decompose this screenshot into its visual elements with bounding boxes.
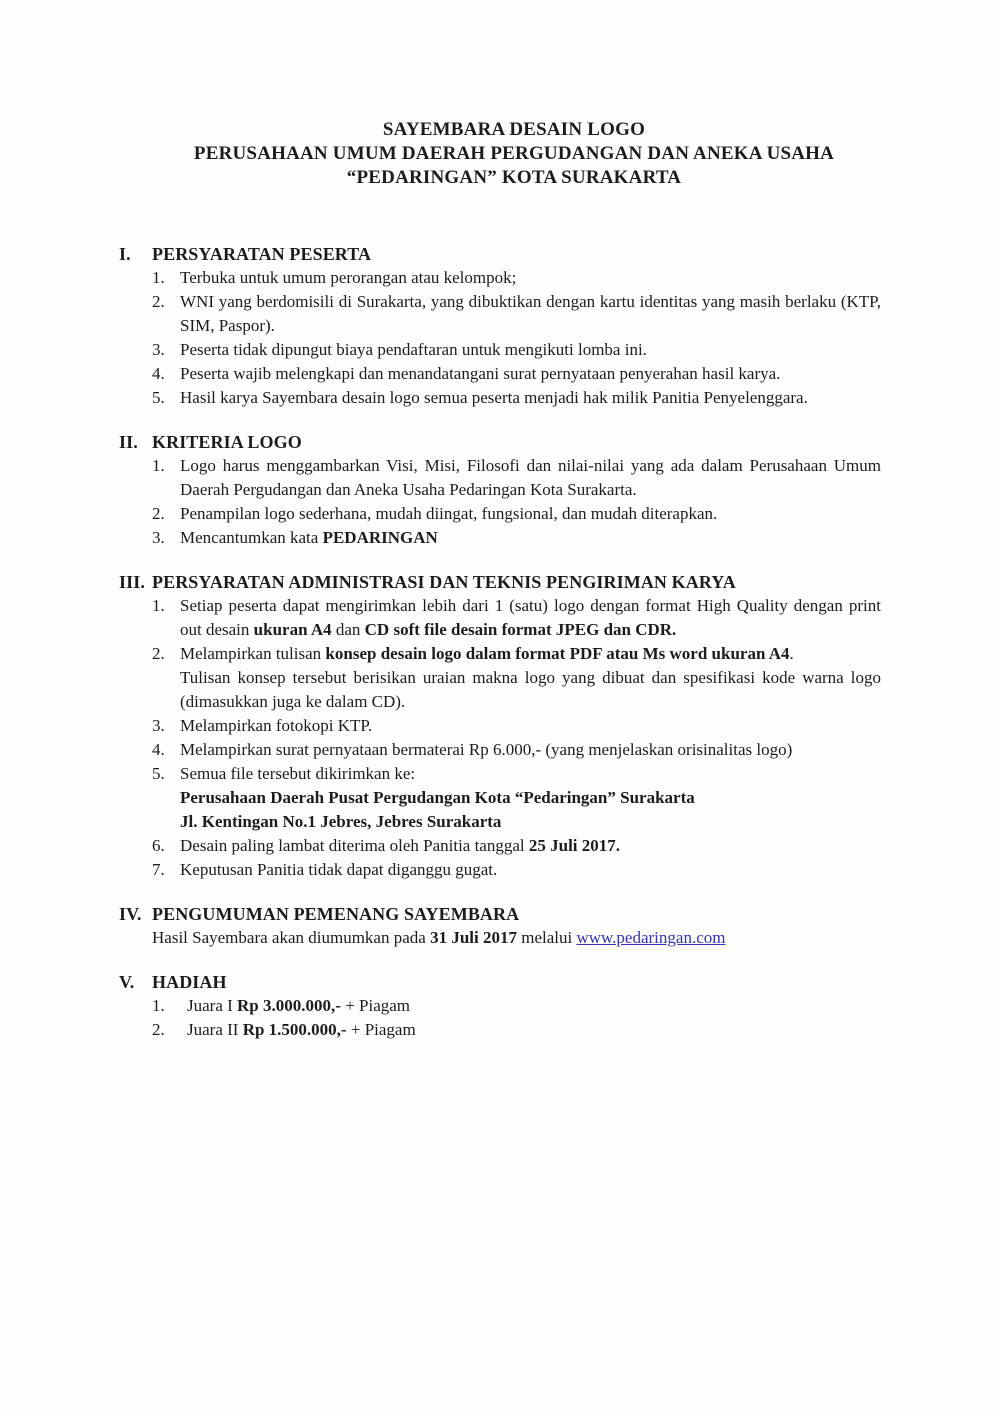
item-body — [180, 362, 881, 386]
item-text — [180, 834, 881, 858]
item-body — [180, 594, 881, 642]
section-items — [152, 266, 881, 410]
section-heading-row — [119, 242, 881, 266]
item-body — [180, 762, 881, 834]
title-line-3: “PEDARINGAN” KOTA SURAKARTA — [346, 167, 682, 188]
item-text — [180, 762, 881, 786]
item-body — [180, 526, 881, 550]
section-heading-row — [119, 570, 881, 594]
bold-text: Rp 3.000.000,- — [237, 996, 341, 1015]
item-text — [180, 290, 881, 338]
item-text — [180, 526, 881, 550]
text-segment: Terbuka untuk umum perorangan atau kelompok; — [180, 268, 517, 287]
item-body — [180, 386, 881, 410]
list-item — [152, 738, 881, 762]
text-segment: Melampirkan fotokopi KTP. — [180, 716, 373, 735]
title-line-2: PERUSAHAAN UMUM DAERAH PERGUDANGAN DAN ANEKA USAHA — [193, 143, 835, 164]
item-number: 4. — [152, 740, 165, 759]
item-number: 4. — [152, 364, 165, 383]
bold-text: 25 Juli 2017. — [528, 836, 621, 855]
text-segment: WNI yang berdomisili di Surakarta, yang dibuktikan dengan kartu identitas yang masih berlaku (KTP, SIM, Paspor). — [180, 292, 881, 335]
item-number: 5. — [152, 764, 165, 783]
bold-text: Perusahaan Daerah Pusat Pergudangan Kota “Pedaringan” Surakarta — [180, 788, 695, 807]
list-item — [152, 1018, 881, 1042]
list-item — [152, 994, 881, 1018]
list-item — [152, 526, 881, 550]
bold-text: 31 Juli 2017 — [430, 928, 517, 947]
item-text — [180, 714, 881, 738]
item-number: 2. — [152, 292, 165, 311]
section-heading: KRITERIA LOGO — [152, 432, 302, 452]
text-segment: . — [789, 644, 794, 663]
text-segment: Desain paling lambat diterima oleh Panitia tanggal — [180, 836, 529, 855]
bold-text: PEDARINGAN — [322, 528, 438, 547]
text-segment: Hasil karya Sayembara desain logo semua peserta menjadi hak milik Panitia Penyelenggara. — [180, 388, 808, 407]
section-hadiah — [119, 970, 881, 1042]
list-item — [152, 762, 881, 834]
item-text — [180, 338, 881, 362]
item-number: 3. — [152, 528, 165, 547]
item-text — [180, 362, 881, 386]
section-heading: PENGUMUMAN PEMENANG SAYEMBARA — [152, 904, 520, 924]
section-numeral: II. — [119, 432, 138, 452]
item-number: 5. — [152, 388, 165, 407]
item-body — [180, 738, 881, 762]
bold-text: CD soft file desain format JPEG dan CDR. — [364, 620, 677, 639]
item-number: 1. — [152, 996, 165, 1015]
section-numeral: V. — [119, 972, 135, 992]
section-pengumuman-pemenang — [119, 902, 881, 950]
list-item — [152, 834, 881, 858]
recipient-address-line — [180, 786, 881, 810]
item-body — [187, 1018, 881, 1042]
item-body — [180, 834, 881, 858]
text-segment: Setiap peserta dapat mengirimkan lebih dari 1 (satu) logo dengan format High Quality dengan print out desain — [180, 596, 881, 639]
item-body — [180, 642, 881, 714]
section-heading: HADIAH — [152, 972, 227, 992]
item-number: 3. — [152, 716, 165, 735]
list-item — [152, 266, 881, 290]
section-persyaratan-administrasi — [119, 570, 881, 882]
item-number: 3. — [152, 340, 165, 359]
pedaringan-website-link[interactable]: www.pedaringan.com — [576, 928, 726, 947]
item-body — [180, 858, 881, 882]
item-text — [180, 666, 881, 714]
item-number: 2. — [152, 644, 165, 663]
list-item — [152, 642, 881, 714]
item-number: 1. — [152, 456, 165, 475]
list-item — [152, 502, 881, 526]
recipient-address-line — [180, 810, 881, 834]
section-heading-row — [119, 902, 881, 926]
bold-text: Jl. Kentingan No.1 Jebres, Jebres Surakarta — [180, 812, 502, 831]
item-text — [180, 266, 881, 290]
prize-first — [187, 994, 881, 1018]
section-items — [152, 454, 881, 550]
item-number: 6. — [152, 836, 165, 855]
text-segment: + Piagam — [346, 1020, 416, 1039]
item-number: 1. — [152, 268, 165, 287]
text-segment: Tulisan konsep tersebut berisikan uraian makna logo yang dibuat dan spesifikasi kode warna logo (dimasukkan juga ke dalam CD). — [180, 668, 881, 711]
list-item — [152, 454, 881, 502]
list-item — [152, 290, 881, 338]
text-segment: Keputusan Panitia tidak dapat diganggu gugat. — [180, 860, 498, 879]
bold-text: konsep desain logo dalam format PDF atau Ms word ukuran A4 — [325, 644, 790, 663]
section-heading-row — [119, 430, 881, 454]
item-number: 7. — [152, 860, 165, 879]
item-body — [187, 994, 881, 1018]
item-body — [180, 338, 881, 362]
item-body — [180, 290, 881, 338]
item-body — [180, 714, 881, 738]
section-items — [152, 994, 881, 1042]
text-segment: Melampirkan tulisan — [180, 644, 326, 663]
item-body — [180, 502, 881, 526]
item-number: 1. — [152, 596, 165, 615]
list-item — [152, 386, 881, 410]
text-segment: Peserta tidak dipungut biaya pendaftaran untuk mengikuti lomba ini. — [180, 340, 647, 359]
item-text — [180, 594, 881, 642]
section-items — [152, 594, 881, 882]
text-segment: Melampirkan surat pernyataan bermaterai Rp 6.000,- (yang menjelaskan orisinalitas logo) — [180, 740, 793, 759]
section-numeral: III. — [119, 572, 145, 592]
list-item — [152, 858, 881, 882]
item-body — [180, 454, 881, 502]
section-numeral: I. — [119, 244, 131, 264]
text-segment: Semua file tersebut dikirimkan ke: — [180, 764, 416, 783]
item-text — [180, 738, 881, 762]
text-segment: Juara II — [187, 1020, 243, 1039]
prize-second — [187, 1018, 881, 1042]
section-kriteria-logo — [119, 430, 881, 550]
item-text — [180, 502, 881, 526]
title-line-1: SAYEMBARA DESAIN LOGO — [382, 119, 646, 140]
text-segment: Penampilan logo sederhana, mudah diingat, fungsional, dan mudah diterapkan. — [180, 504, 718, 523]
text-segment: + Piagam — [340, 996, 411, 1015]
text-segment: dan — [331, 620, 365, 639]
section-numeral: IV. — [119, 904, 142, 924]
item-number: 2. — [152, 504, 165, 523]
section-heading: PERSYARATAN PESERTA — [152, 244, 372, 264]
list-item — [152, 594, 881, 642]
section-heading-row — [119, 970, 881, 994]
item-text — [180, 454, 881, 502]
list-item — [152, 338, 881, 362]
section-persyaratan-peserta — [119, 242, 881, 410]
text-segment: melalui — [516, 928, 577, 947]
text-segment: Mencantumkan kata — [180, 528, 323, 547]
document-content — [119, 0, 881, 1042]
list-item — [152, 362, 881, 386]
item-text — [180, 642, 881, 666]
item-number: 2. — [152, 1020, 165, 1039]
text-segment: Peserta wajib melengkapi dan menandatangani surat pernyataan penyerahan hasil karya. — [180, 364, 781, 383]
item-text — [180, 858, 881, 882]
list-item — [152, 714, 881, 738]
bold-text: ukuran A4 — [253, 620, 332, 639]
text-segment: Juara I — [187, 996, 238, 1015]
bold-text: Rp 1.500.000,- — [242, 1020, 347, 1039]
text-segment: Logo harus menggambarkan Visi, Misi, Filosofi dan nilai-nilai yang ada dalam Perusahaan Umum Daerah Pergudangan dan Aneka Usaha Pedaringan Kota Surakarta. — [180, 456, 881, 499]
document-title — [119, 0, 881, 190]
item-body — [180, 266, 881, 290]
item-text — [180, 386, 881, 410]
section-heading: PERSYARATAN ADMINISTRASI DAN TEKNIS PENGIRIMAN KARYA — [152, 572, 736, 592]
text-segment: Hasil Sayembara akan diumumkan pada — [152, 928, 431, 947]
section-body-text — [152, 926, 881, 950]
